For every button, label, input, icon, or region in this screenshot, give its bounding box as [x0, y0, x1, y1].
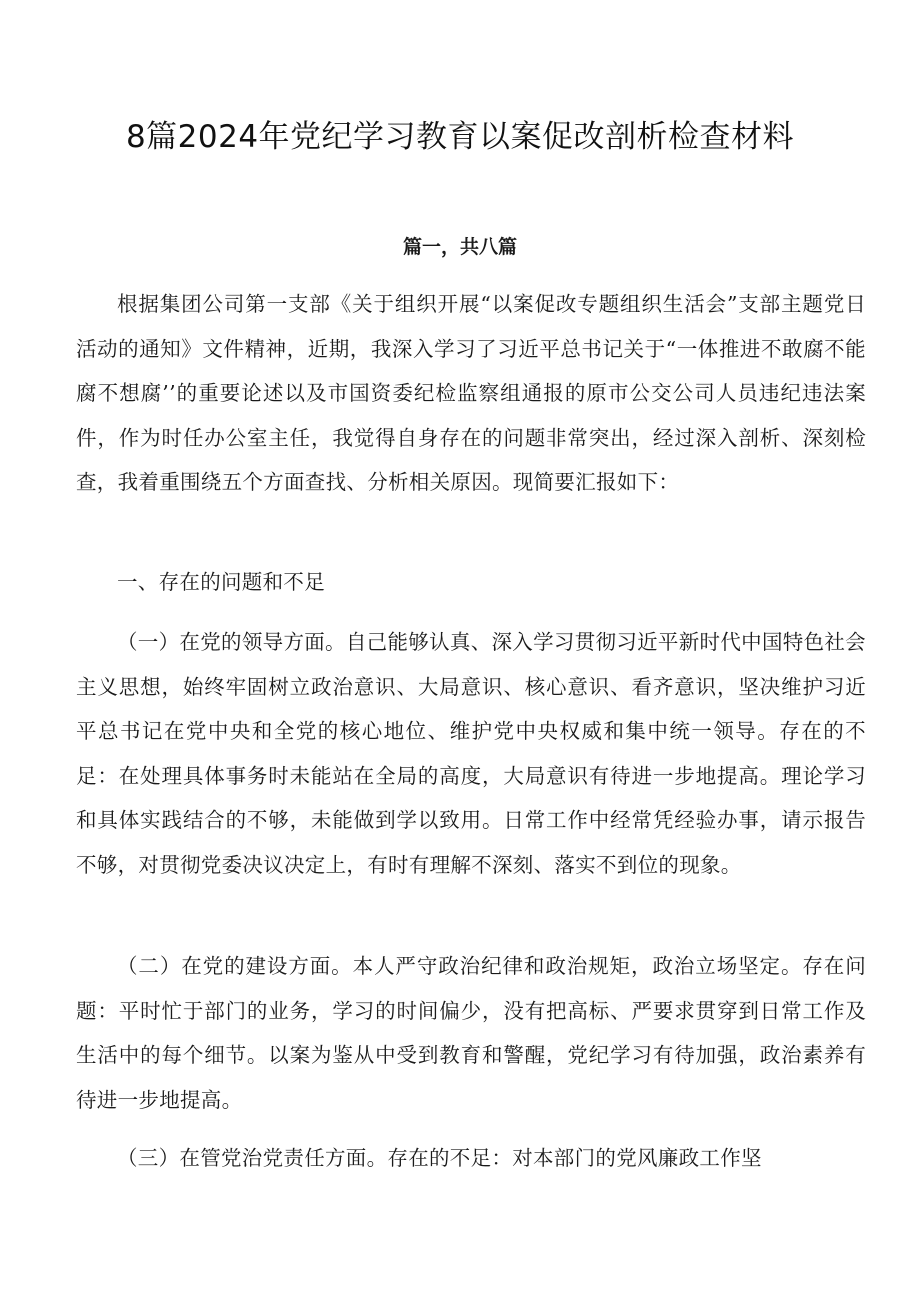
paragraph-party-governance: （三）在管党治党责任方面。存在的不足：对本部门的党风廉政工作坚: [117, 1146, 762, 1170]
section-heading-problems: 一、存在的问题和不足: [117, 570, 325, 594]
paragraph-intro: 根据集团公司第一支部《关于组织开展“以案促改专题组织生活会”支部主题党日活动的通知》文件精神，近期，我深入学习了习近平总书记关于“一体推进不敢腐不能腐不想腐’’的重要论述以及市国资委纪检监察组通报的原市公交公司人员违纪违法案件，作为时任办公室主任，我觉得自身存在的问题非常突出，经过深入剖析、深刻检查，我着重围绕五个方面查找、分析相关原因。现简要汇报如下：: [76, 292, 866, 494]
paragraph-party-building: （二）在党的建设方面。本人严守政治纪律和政治规矩，政治立场坚定。存在问题：平时忙于部门的业务，学习的时间偏少，没有把高标、严要求贯穿到日常工作及生活中的每个细节。以案为鉴从中受到教育和警醒，党纪学习有待加强，政治素养有待进一步地提高。: [76, 954, 866, 1112]
paragraph-party-leadership: （一）在党的领导方面。自己能够认真、深入学习贯彻习近平新时代中国特色社会主义思想，始终牢固树立政治意识、大局意识、核心意识、看齐意识，坚决维护习近平总书记在党中央和全党的核心地位、维护党中央权威和集中统一领导。存在的不足：在处理具体事务时未能站在全局的高度，大局意识有待进一步地提高。理论学习和具体实践结合的不够，未能做到学以致用。日常工作中经常凭经验办事，请示报告不够，对贯彻党委决议决定上，有时有理解不深刻、落实不到位的现象。: [76, 630, 866, 877]
section-subtitle: 篇一，共八篇: [402, 236, 517, 258]
document-title: 8篇2024年党纪学习教育以案促改剖析检查材料: [125, 119, 795, 155]
